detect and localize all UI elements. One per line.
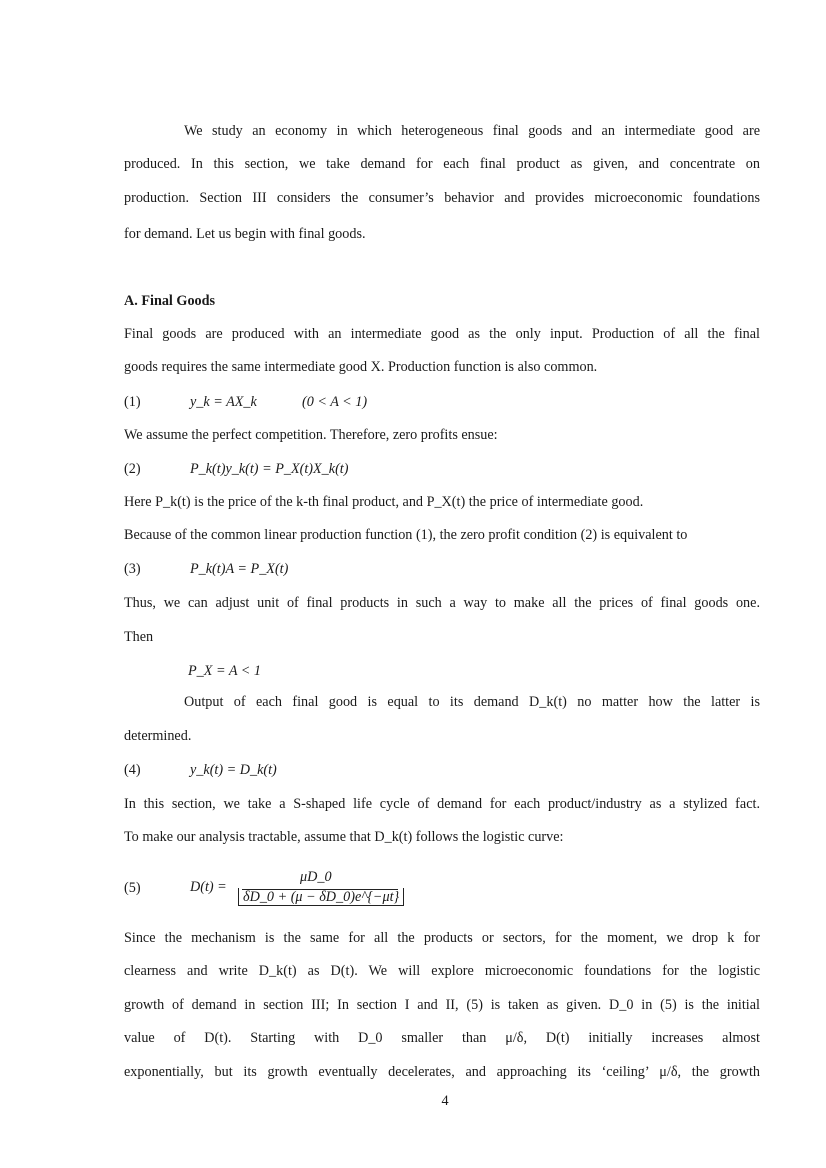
equation-number: (5) (124, 880, 141, 896)
paragraph-line: Final goods are produced with an intermediate good as the only input. Production of all the final (124, 326, 760, 342)
equation-price: P_X = A < 1 (188, 663, 262, 679)
paragraph-line: In this section, we take a S-shaped life cycle of demand for each product/industry as a stylized fact. (124, 796, 760, 812)
equation-5-denominator: δD_0 + (μ − δD_0)e^{−μt} (238, 888, 404, 906)
equation-2: P_k(t)y_k(t) = P_X(t)X_k(t) (190, 461, 349, 477)
paragraph-line: Because of the common linear production function (1), the zero profit condition (2) is equivalent to (124, 527, 688, 543)
paragraph-line: produced. In this section, we take demand for each final product as given, and concentrate on (124, 156, 760, 172)
paragraph-line: determined. (124, 728, 192, 744)
paragraph-line: value of D(t). Starting with D_0 smaller than μ/δ, D(t) initially increases almost (124, 1030, 760, 1046)
section-heading: A. Final Goods (124, 293, 216, 309)
equation-number: (2) (124, 461, 141, 477)
equation-5-numerator: μD_0 (300, 869, 332, 885)
page-number: 4 (441, 1093, 449, 1109)
equation-5-lhs: D(t) = (190, 879, 227, 895)
equation-3: P_k(t)A = P_X(t) (190, 561, 289, 577)
equation-number: (1) (124, 394, 141, 410)
equation-number: (3) (124, 561, 141, 577)
paragraph-line: Since the mechanism is the same for all the products or sectors, for the moment, we drop k for (124, 930, 760, 946)
paragraph-line: clearness and write D_k(t) as D(t). We will explore microeconomic foundations for the logistic (124, 963, 760, 979)
paragraph-line: Here P_k(t) is the price of the k-th final product, and P_X(t) the price of intermediate good. (124, 494, 644, 510)
equation-number: (4) (124, 762, 141, 778)
paragraph-line: To make our analysis tractable, assume that D_k(t) follows the logistic curve: (124, 829, 564, 845)
paragraph-line: exponentially, but its growth eventually decelerates, and approaching its ‘ceiling’ μ/δ, the growth (124, 1064, 760, 1080)
paragraph-line: production. Section III considers the consumer’s behavior and provides microeconomic foundations (124, 190, 760, 206)
paragraph-line: growth of demand in section III; In section I and II, (5) is taken as given. D_0 in (5) is the initial (124, 997, 760, 1013)
paragraph-line: Then (124, 629, 154, 645)
equation-1: y_k = AX_k (190, 394, 257, 410)
paragraph-line: goods requires the same intermediate good X. Production function is also common. (124, 359, 598, 375)
paragraph-line: Output of each final good is equal to its demand D_k(t) no matter how the latter is (184, 694, 760, 710)
paragraph-line: We study an economy in which heterogeneous final goods and an intermediate good are (184, 123, 760, 139)
paragraph-line: for demand. Let us begin with final goods. (124, 226, 366, 242)
paragraph-line: Thus, we can adjust unit of final products in such a way to make all the prices of final goods one. (124, 595, 760, 611)
paragraph-line: We assume the perfect competition. Therefore, zero profits ensue: (124, 427, 498, 443)
equation-4: y_k(t) = D_k(t) (190, 762, 277, 778)
equation-1-condition: (0 < A < 1) (302, 394, 368, 410)
